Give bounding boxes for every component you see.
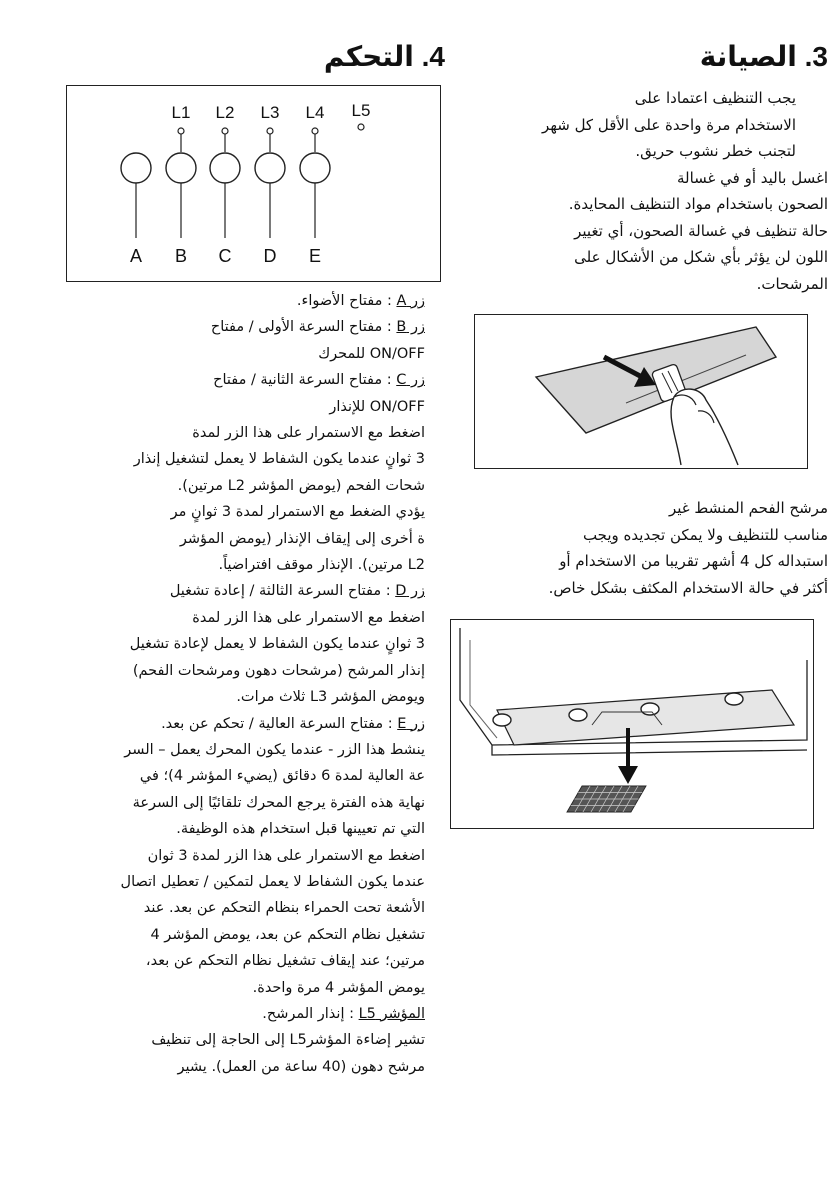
- maintenance-title: 3. الصيانة: [699, 41, 828, 72]
- button-B: [166, 153, 196, 183]
- indicator-l5-text: : إنذار المرشح. تشير إضاءة المؤشرL5 إلى الحاجة إلى تنظيف مرشح دهون (40 ساعة من العمل). يشير: [151, 1005, 425, 1075]
- button-label-E: E: [308, 246, 322, 266]
- indicator-l5-key: المؤشر L5: [358, 1005, 425, 1022]
- button-label-B: B: [174, 246, 188, 266]
- charcoal-filter-illustration: [450, 619, 814, 829]
- control-panel-diagram: [66, 85, 441, 282]
- button-A: [121, 153, 151, 183]
- button-a-description: [20, 288, 425, 314]
- indicator-L3-led: [267, 128, 273, 134]
- button-b-description: [20, 314, 425, 367]
- indicator-L4-led: [312, 128, 318, 134]
- filter-removal-illustration: [474, 314, 808, 469]
- charcoal-filter-drawing: [452, 620, 813, 827]
- control-panel-drawing: [67, 86, 439, 280]
- button-c-description: [20, 367, 425, 578]
- button-label-D: D: [263, 246, 277, 266]
- button-D: [255, 153, 285, 183]
- maintenance-section: [470, 35, 828, 829]
- indicator-label-L2: L2: [215, 103, 235, 122]
- maintenance-paragraph-2: اغسل باليد أو في غسالة الصحون باستخدام مواد التنظيف المحايدة. حالة تنظيف في غسالة الصحون، أي تغيير اللون لن يؤثر بأي شكل من الأشكال على المرشحات.: [568, 168, 828, 293]
- indicator-L5-led: [358, 124, 364, 130]
- button-label-C: C: [218, 246, 232, 266]
- button-d-key: زر D: [395, 583, 425, 600]
- button-a-key: زر A: [396, 293, 425, 309]
- button-a-text: : مفتاح الأضواء.: [296, 293, 397, 309]
- indicator-label-L4: L4: [305, 103, 325, 122]
- control-section: [20, 35, 450, 1080]
- filter-removal-drawing: [476, 315, 807, 467]
- button-c-key: زر C: [396, 372, 425, 389]
- button-c-text: : مفتاح السرعة الثانية / مفتاح ON/OFF للإنذار اضغط مع الاستمرار على هذا الزر لمدة 3 ثوانٍ عندما يكون الشفاط لا يعمل لتشغيل إنذار شحات الفحم (يومض المؤشر L2 مرتين). يؤدي الضغط مع الاستمرار لمدة 3 ثوانٍ مر ة أخرى إلى إيقاف الإنذار (يومض المؤشر L2 مرتين). الإنذار موقف افتراضياً.: [133, 372, 425, 574]
- maintenance-paragraph-3: مرشح الفحم المنشط غير مناسب للتنظيف ولا يمكن تجديده ويجب استبداله كل 4 أشهر تقريبا من الاستخدام أو أكثر في حالة الاستخدام المكثف بشكل خاص.: [548, 499, 828, 597]
- indicator-label-L5: L5: [351, 101, 371, 120]
- button-b-text: : مفتاح السرعة الأولى / مفتاح ON/OFF للمحرك: [210, 319, 425, 362]
- button-d-text: : مفتاح السرعة الثالثة / إعادة تشغيل اضغط مع الاستمرار على هذا الزر لمدة 3 ثوانٍ عندما يكون الشفاط لا يعمل لإعادة تشغيل إنذار المرشح (مرشحات دهون ومرشحات الفحم) ويومض المؤشر L3 ثلاث مرات.: [129, 583, 425, 706]
- button-e-text: : مفتاح السرعة العالية / تحكم عن بعد. ينشط هذا الزر - عندما يكون المحرك يعمل – السر عة العالية لمدة 6 دقائق (يضيء المؤشر 4)؛ في نهاية هذه الفترة يرجع المحرك تلقائيًا إلى السرعة التي تم تعيينها قبل استخدام هذه الوظيفة. اضغط مع الاستمرار على هذا الزر لمدة 3 ثوان عندما يكون الشفاط لا يعمل لتمكين / تعطيل اتصال الأشعة تحت الحمراء بنظام التحكم عن بعد. عند تشغيل نظام التحكم عن بعد، يومض المؤشر 4 مرتين؛ عند إيقاف تشغيل نظام التحكم عن بعد، يومض المؤشر 4 مرة واحدة.: [120, 715, 425, 996]
- indicator-label-L1: L1: [171, 103, 191, 122]
- button-label-A: A: [129, 246, 143, 266]
- indicator-L1-led: [178, 128, 184, 134]
- button-C: [210, 153, 240, 183]
- control-descriptions: [20, 288, 425, 1080]
- button-b-key: زر B: [396, 319, 425, 336]
- button-E: [300, 153, 330, 183]
- maintenance-paragraph-1: يجب التنظيف اعتمادا على الاستخدام مرة واحدة على الأقل كل شهر لتجنب خطر نشوب حريق.: [542, 89, 796, 160]
- button-e-key: زر E: [397, 715, 425, 732]
- indicator-label-L3: L3: [260, 103, 280, 122]
- button-e-description: [20, 711, 425, 1001]
- button-d-description: [20, 578, 425, 710]
- control-title: 4. التحكم: [323, 41, 445, 72]
- indicator-L2-led: [222, 128, 228, 134]
- indicator-l5-description: [20, 1001, 425, 1080]
